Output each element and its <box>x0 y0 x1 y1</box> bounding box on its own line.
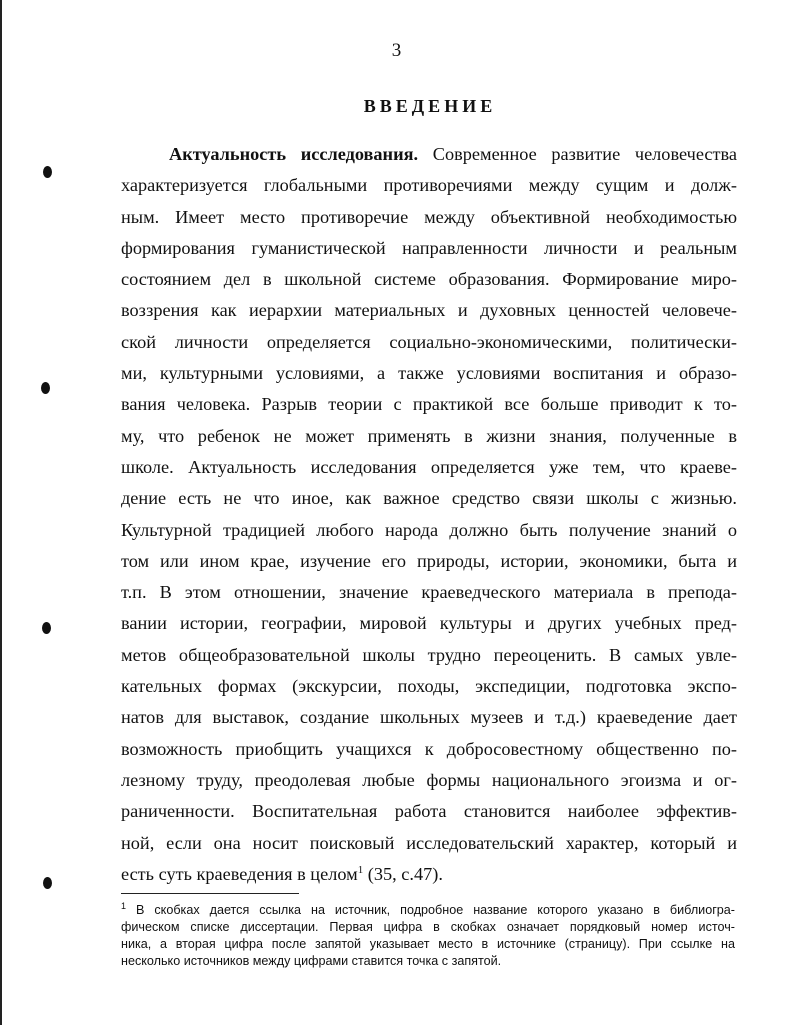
last-line-text: есть суть краеведения в целом <box>121 863 358 884</box>
footnote-line: несколько источников между цифрами ставится точка с запятой. <box>121 954 502 968</box>
text-line: кательных формах (экскурсии, походы, экспедиции, подготовка экспо- <box>121 676 737 697</box>
scan-page-edge <box>0 0 2 1025</box>
text-line: формирования гуманистической направленности личности и реальным <box>121 237 737 258</box>
text-line: возможность приобщить учащихся к добросовестному общественно по- <box>121 738 737 759</box>
page-number: 3 <box>391 40 402 61</box>
citation: (35, с.47). <box>363 863 443 884</box>
text-line: ной, если она носит поисковый исследовательский характер, который и <box>121 832 737 853</box>
binding-hole-mark <box>41 382 50 394</box>
lead-phrase: Актуальность исследования. <box>169 144 419 164</box>
text-line: т.п. В этом отношении, значение краеведческого материала в препода- <box>121 582 737 603</box>
text-line: состоянием дел в школьной системе образования. Формирование миро- <box>121 269 737 290</box>
binding-hole-mark <box>42 622 51 634</box>
footnote-marker: 1 <box>121 901 127 911</box>
text-line: характеризуется глобальными противоречиями между сущим и долж- <box>121 175 737 196</box>
footnote-line: фическом списке диссертации. Первая цифра в скобках означает порядковый номер источ- <box>121 920 735 934</box>
paragraph-last-line <box>121 859 737 890</box>
binding-hole-mark <box>43 877 52 889</box>
footnote-text: В скобках дается ссылка на источник, подробное название которого указано в библиогра- <box>136 903 736 917</box>
body-paragraph <box>121 139 737 890</box>
paragraph-first-line <box>121 139 737 170</box>
text-line: раниченности. Воспитательная работа становится наиболее эффектив- <box>121 801 737 822</box>
text-line: ми, культурными условиями, а также условиями воспитания и образо- <box>121 363 737 384</box>
text-line: ской личности определяется социально-экономическими, политически- <box>121 331 737 352</box>
text-line: вании истории, географии, мировой культуры и других учебных пред- <box>121 613 737 634</box>
text-line: воззрения как иерархии материальных и духовных ценностей человече- <box>121 300 737 321</box>
text-line: му, что ребенок не может применять в жизни знания, полученные в <box>121 425 737 446</box>
footnote-line <box>121 902 735 919</box>
footnote-line: ника, а вторая цифра после запятой указывает место в источнике (страницу). При ссылке на <box>121 937 735 951</box>
footnote-separator <box>121 893 299 894</box>
text-line: натов для выставок, создание школьных музеев и т.д.) краеведение дает <box>121 707 737 728</box>
text-line: вания человека. Разрыв теории с практикой все больше приводит к то- <box>121 394 737 415</box>
lead-rest: Современное развитие человечества <box>432 144 738 164</box>
text-line: метов общеобразовательной школы трудно переоценить. В самых увле- <box>121 644 737 665</box>
binding-hole-mark <box>43 166 52 178</box>
text-line: том или ином крае, изучение его природы, истории, экономики, быта и <box>121 550 737 571</box>
text-line: дение есть не что иное, как важное средство связи школы с жизнью. <box>121 488 737 509</box>
footnote <box>121 902 735 970</box>
text-line: ным. Имеет место противоречие между объективной необходимостью <box>121 206 737 227</box>
text-line: лезному труду, преодолевая любые формы национального эгоизма и ог- <box>121 769 737 790</box>
section-heading: ВВЕДЕНИЕ <box>363 96 497 116</box>
text-line: Культурной традицией любого народа должно быть получение знаний о <box>121 519 737 540</box>
footnote-reference: 1 <box>357 863 364 876</box>
text-line: школе. Актуальность исследования определяется уже тем, что краеве- <box>121 456 737 477</box>
